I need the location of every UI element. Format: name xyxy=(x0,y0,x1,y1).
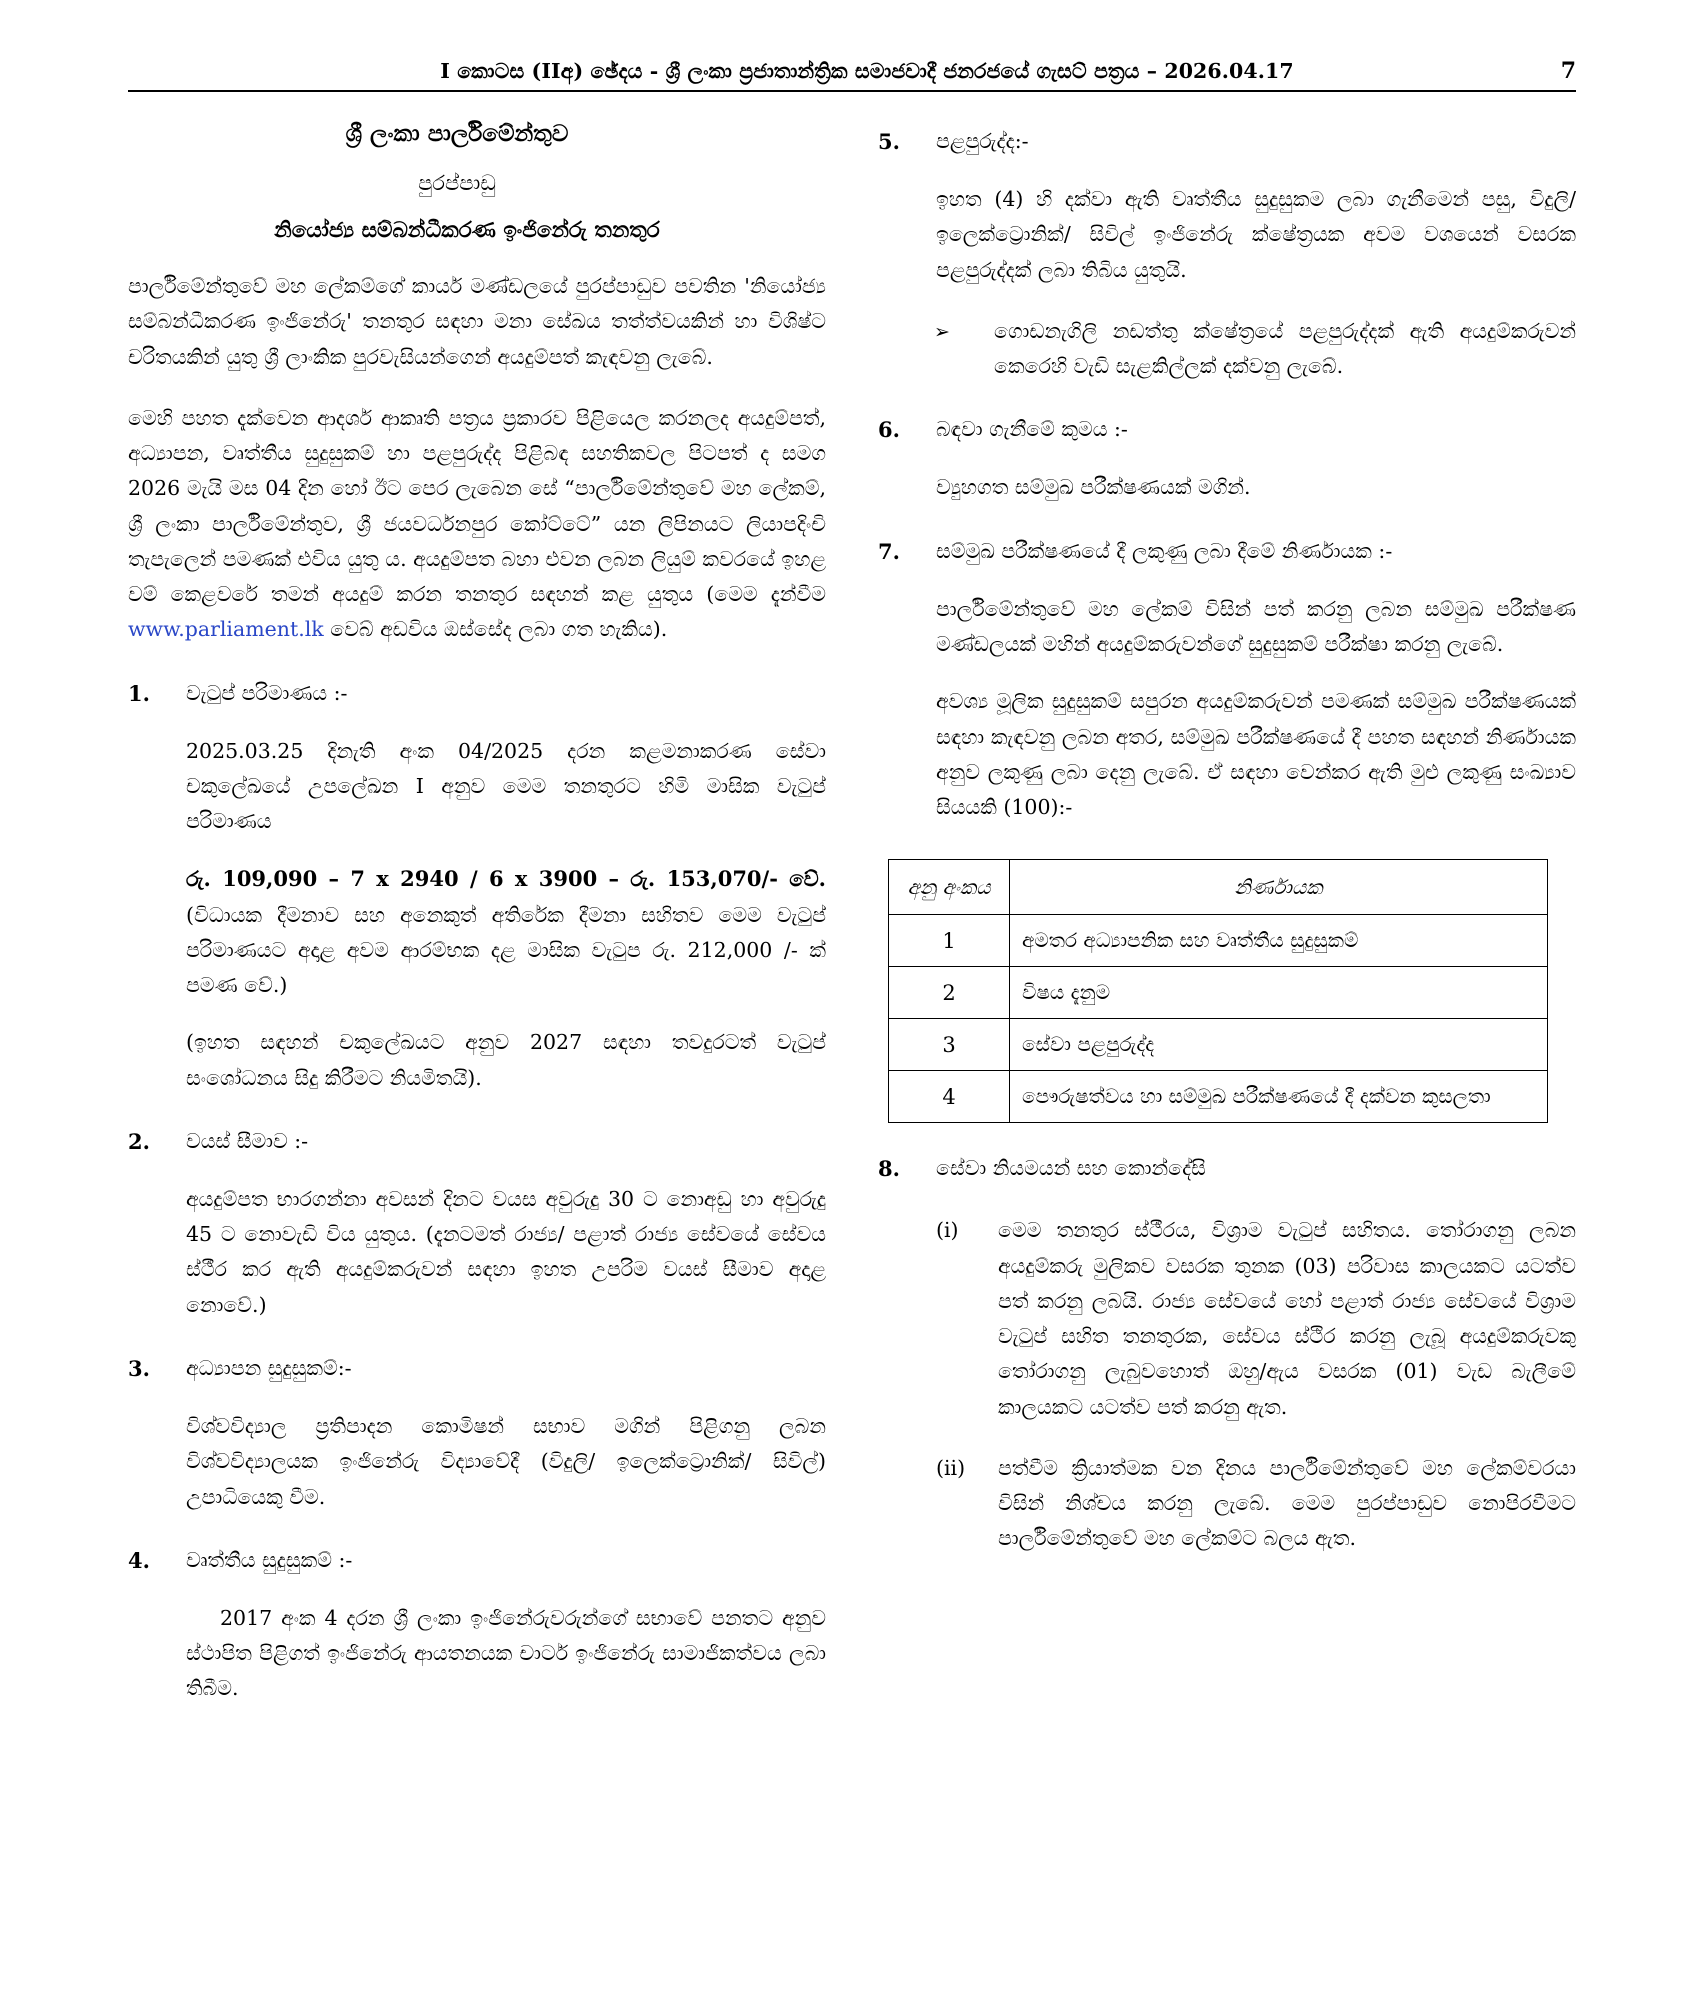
item-number: 1. xyxy=(128,680,150,706)
item-number: 7. xyxy=(878,538,900,564)
criteria-table xyxy=(888,859,1548,1123)
sub-item-label: (ii) xyxy=(936,1455,966,1480)
item-title: සේවා නියමයන් සහ කොන්දේසි xyxy=(936,1156,1206,1181)
bullet-text: ගොඩනැගිලි නඩත්තු ක්ෂේත්‍රයේ පළපුරුද්දක් ඇති අයදුම්කරුවන් කෙරෙහි වැඩි සැළකිල්ලක් දක්වනු ලැබේ. xyxy=(994,318,1576,379)
parliament-website-link[interactable]: www.parliament.lk xyxy=(128,617,324,642)
item-5-paragraph: ඉහත (4) හි දක්වා ඇති වෘත්තීය සුදුසුකම ලබා ගැනීමෙන් පසු, විදුලි/ ඉලෙක්ට්‍රොනික්/ සිවිල් ඉංජිනේරු ක්ෂේත්‍රයක අවම වශයෙන් වසරක පළපුරුද්දක් ලබා තිබිය යුතුයි. xyxy=(936,187,1576,282)
apply-text-part3: වෙබ් අඩවිය ඔස්සේද ලබා ගත හැකිය). xyxy=(323,617,668,642)
item-title: බඳවා ගැනීමේ කුමය :- xyxy=(936,417,1128,442)
item-number: 4. xyxy=(128,1547,150,1573)
cell-no: 4 xyxy=(889,1071,1010,1123)
item-1-paragraph: 2025.03.25 දිනැති අංක 04/2025 දරන කළමනාකරණ සේවා චකුලේඛයේ උපලේඛන I අනුව මෙම තනතුරට හිමි මාසික වැටුප් පරිමාණය xyxy=(186,738,826,834)
right-column xyxy=(878,110,1576,1707)
apply-address: “පාර්ලිමේන්තුවේ මහ ලේකම්, ශ්‍රී ලංකා පාර්ලිමේන්තුව, ශ්‍රී ජයවර්ධනපුර කෝට්ටේ” xyxy=(128,476,826,536)
table-header-row xyxy=(889,860,1548,915)
item-6-paragraph: ව්‍යුහගත සම්මුඛ පරීක්ෂණයක් මගින්. xyxy=(936,475,1251,500)
list-item-5 xyxy=(878,124,1576,160)
item-title: අධ්‍යාපන සුදුසුකම්:- xyxy=(186,1355,352,1380)
cell-no: 1 xyxy=(889,915,1010,967)
list-item-1 xyxy=(128,676,826,712)
application-paragraph xyxy=(128,401,826,648)
list-item-7 xyxy=(878,534,1576,570)
post-title: නියෝජ්‍ය සම්බන්ධීකරණ ඉංජිනේරු තනතුර xyxy=(274,218,660,243)
arrow-bullet-icon: ➢ xyxy=(934,320,950,343)
sub-item-text: පත්වීම ක්‍රියාත්මක වන දිනය පාර්ලිමේන්තුවේ මහ ලේකම්වරයා විසින් නිශ්චය කරනු ලැබේ. මෙම පුරප්පාඩුව නොපිරවීමට පාර්ලිමේන්තුවේ මහ ලේකම්ට බලය ඇත. xyxy=(998,1455,1576,1551)
salary-prefix: රු. xyxy=(186,866,223,892)
item-number: 3. xyxy=(128,1355,150,1381)
list-item-2 xyxy=(128,1124,826,1160)
header-title: I කොටස (IIඅ) ඡේදය - ශ්‍රී ලංකා ප්‍රජාතාන්ත්‍රික සමාජවාදී ජනරජයේ ගැසට් පත්‍රය – 2026.04.17 xyxy=(440,59,1294,83)
cell-no: 3 xyxy=(889,1019,1010,1071)
list-item-4 xyxy=(128,1543,826,1579)
item-title: වයස් සීමාව :- xyxy=(186,1128,309,1153)
sub-item-label: (i) xyxy=(936,1218,959,1243)
item-title: වැටුප් පරිමාණය :- xyxy=(186,680,348,705)
item-number: 8. xyxy=(878,1156,900,1182)
two-column-body xyxy=(128,110,1576,1707)
item-2-paragraph: අයදුම්පත භාරගන්නා අවසන් දිනට වයස අවුරුදු 30 ට නොඅඩු හා අවුරුදු 45 ට නොවැඩි විය යුතුය. (දැනටමත් රාජ්‍ය/ පළාත් රාජ්‍ය සේවයේ සේවය ස්ථීර කර ඇති අයදුම්කරුවන් සඳහා ඉහත උපරිම වයස් සීමාව අදාළ නොවේ.) xyxy=(186,1186,826,1317)
table-row xyxy=(889,967,1548,1019)
sub-item-ii xyxy=(936,1451,1576,1557)
cell-criteria: පෞරුෂත්වය හා සම්මුඛ පරීක්ෂණයේ දී දක්වන කුසලතා xyxy=(1010,1071,1548,1123)
page-number: 7 xyxy=(1560,58,1576,84)
item-1-revision-note: (ඉහත සඳහන් චකුලේඛයට අනුව 2027 සඳහා තවදුරටත් වැටුප් සංශෝධනය සිදු කිරීමට නියමිතයි). xyxy=(186,1030,826,1090)
list-item-3 xyxy=(128,1351,826,1387)
cell-criteria: විෂය දැනුම xyxy=(1010,967,1548,1019)
item-7-paragraph-2: අවශ්‍ය මූලික සුදුසුකම් සපුරන අයදුම්කරුවන් පමණක් සම්මුඛ පරීක්ෂණයක් සඳහා කැඳවනු ලබන අතර, සම්මුඛ පරීක්ෂණයේ දී පහත සඳහන් නිර්ණායක අනුව ලකුණු ලබා දෙනු ලැබේ. ඒ සඳහා වෙන්කර ඇති මුළු ලකුණු සංඛ්‍යාව සියයකි (100):- xyxy=(936,689,1576,820)
apply-text-part2: යන ලිපිනයට ලියාපදිංචි තැපැලෙන් පමණක් එවිය යුතු ය. අයදුම්පත බහා එවන ලබන ලියුම් කවරයේ ඉහළ වම් කෙළවරේ තමන් අයදුම් කරන තනතුර සඳහන් කළ යුතුය (මෙම දැන්වීම xyxy=(128,511,826,606)
cell-criteria: අමතර අධ්‍යාපනික සහ වෘත්තීය සුදුසුකම් xyxy=(1010,915,1548,967)
item-7-paragraph-1: පාර්ලිමේන්තුවේ මහ ලේකම් විසින් පත් කරනු ලබන සම්මුඛ පරීක්ෂණ මණ්ඩලයක් මහින් අයදුම්කරුවන්ගේ සුදුසුකම් පරීක්ෂා කරනු ලැබේ. xyxy=(936,596,1576,657)
item-number: 6. xyxy=(878,417,900,443)
left-column xyxy=(128,110,826,1707)
item-title: සම්මුඛ පරීක්ෂණයේ දී ලකුණු ලබා දීමේ නිර්ණායක :- xyxy=(936,538,1393,563)
sub-item-i xyxy=(936,1213,1576,1425)
item-number: 5. xyxy=(878,129,900,154)
list-item-8 xyxy=(878,1151,1576,1187)
item-4-paragraph: 2017 අංක 4 දරන ශ්‍රී ලංකා ඉංජිනේරුවරුන්ගේ සභාවේ පනතට අනුව ස්ථාපිත පිළිගත් ඉංජිනේරු ආයතනයක චාටර් ඉංජිනේරු සාමාජිකත්වය ලබා තිබීම. xyxy=(186,1605,826,1701)
list-item-6 xyxy=(878,412,1576,448)
item-title: පළපුරුද්ද:- xyxy=(936,129,1029,153)
salary-note: (විධායක දීමනාව සහ අනෙකුත් අතිරේක දීමනා සහිතව මෙම වැටුප් පරිමාණයට අදාළ අවම ආරම්භක දළ මාසික වැටුප රු. 212,000 /- ක් පමණ වේ.) xyxy=(186,902,826,998)
item-number: 2. xyxy=(128,1128,150,1154)
column-header-criteria: නිර්ණායක xyxy=(1010,860,1548,915)
sub-item-text: මෙම තනතුර ස්ථීරය, විශ්‍රාම වැටුප් සහිතය. තෝරාගනු ලබන අයදුම්කරු මුලිකව වසරක තුනක (03) පරිවාස කාලයකට යටත්ව පත් කරනු ලබයි. රාජ්‍ය සේවයේ හෝ පළාත් රාජ්‍ය සේවයේ විශ්‍රාම වැටුප් සහිත තනතුරක, සේවය ස්ථිර කරනු ලැබූ අයදුම්කරුවකු තෝරාගනු ලැබුවහොත් ඔහු/ඇය වසරක (01) වැඩ බැලීමේ කාලයකට යටත්ව පත් කරනු ඇත. xyxy=(998,1218,1576,1419)
intro-paragraph: පාර්ලිමේන්තුවේ මහ ලේකම්ගේ කාර්ය මණ්ඩලයේ පුරප්පාඩුව පවතින 'නියෝජ්‍ය සම්බන්ධීකරණ ඉංජිනේරු' තනතුර සඳහා මනා සේඛය තත්ත්වයකින් හා විශිෂ්ට චරිතයකින් යුතු ශ්‍රී ලාංකික පුරවැසියන්ගෙන් අයදුම්පත් කැඳවනු ලැබේ. xyxy=(128,274,826,369)
bullet-list-item xyxy=(934,314,1576,385)
cell-no: 2 xyxy=(889,967,1010,1019)
organisation-title: ශ්‍රී ලංකා පාර්ලිමේන්තුව xyxy=(345,120,569,147)
page-header xyxy=(128,58,1576,84)
vacancy-label: පුරප්පාඩු xyxy=(418,171,496,195)
salary-scale: 109,090 – 7 x 2940 / 6 x 3900 – රු. 153,070/- වේ. xyxy=(222,866,826,892)
column-header-no: අනු අංකය xyxy=(889,860,1010,915)
header-divider xyxy=(128,90,1576,92)
item-1-amount-block xyxy=(186,861,826,1003)
item-title: වෘත්තීය සුදුසුකම් :- xyxy=(186,1547,353,1572)
table-row xyxy=(889,1019,1548,1071)
item-3-paragraph: විශ්වවිද්‍යාල ප්‍රතිපාදන කොමිෂන් සභාව මගින් පිළිගනු ලබන විශ්වවිද්‍යාලයක ඉංජිනේරු විද්‍යාවේදී (විදුලි/ ඉලෙක්ට්‍රොනික්/ සිවිල්) උපාධියෙකු වීම. xyxy=(186,1414,826,1509)
table-row xyxy=(889,1071,1548,1123)
table-row xyxy=(889,915,1548,967)
apply-text-part1: මෙහි පහත දැක්වෙන ආදර්ශ ආකෘති පත්‍රය ප්‍රකාරව පිළියෙල කරනලද අයදුම්පත්, අධ්‍යාපන, වෘත්තීය සුදුසුකම් හා පළපුරුද්ද පිළිබඳ සහතිකවල පිටපත් ද සමග 2026 මැයි මස 04 දින හෝ ඊට පෙර ලැබෙන සේ xyxy=(128,405,826,501)
cell-criteria: සේවා පළපුරුද්ද xyxy=(1010,1019,1548,1071)
